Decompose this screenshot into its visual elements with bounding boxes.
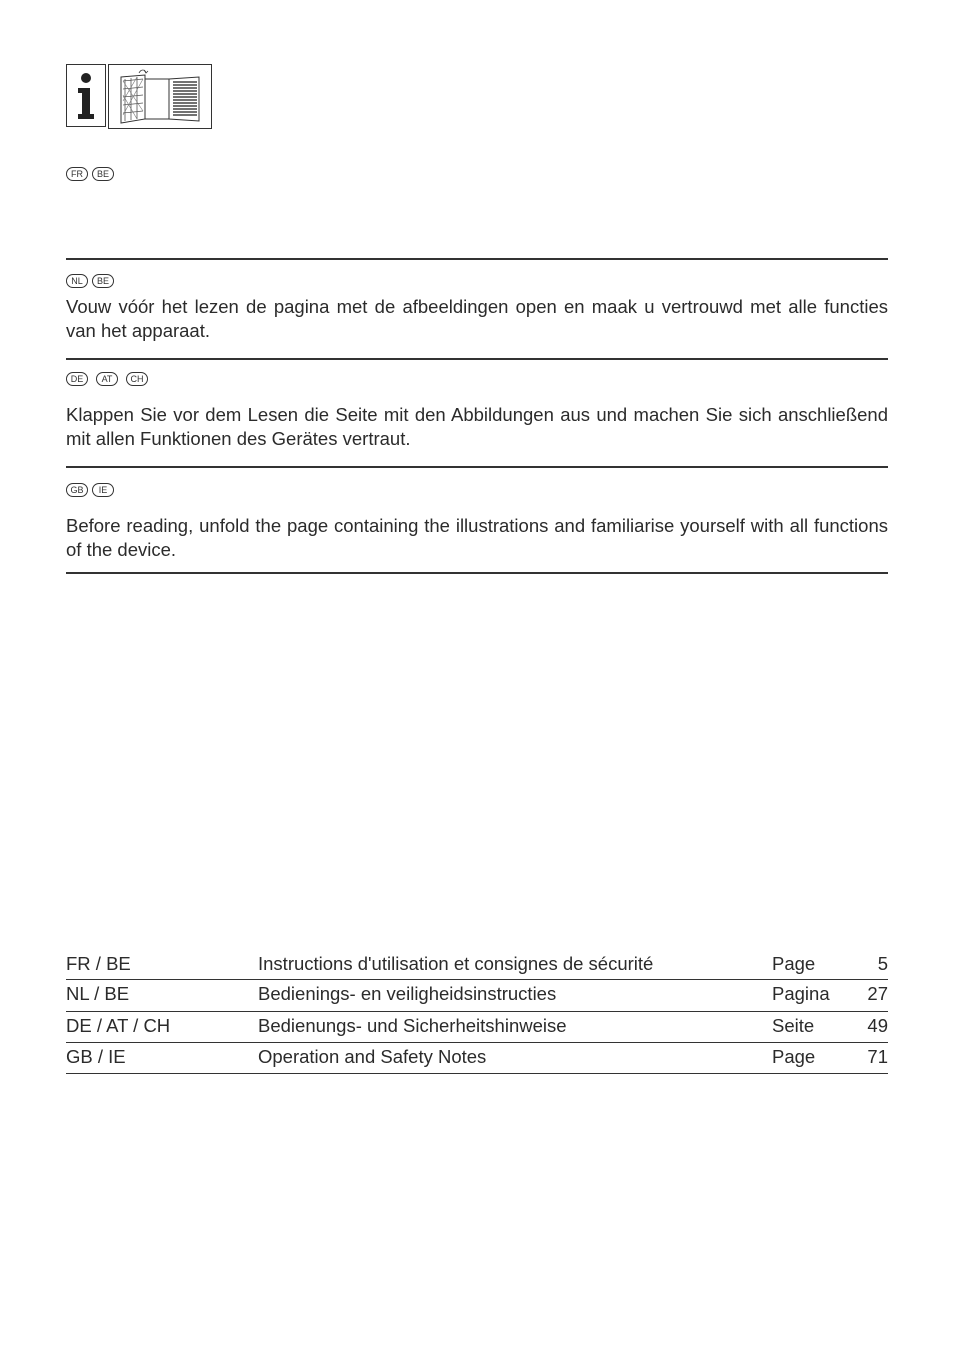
- toc-page-number: 71: [867, 1046, 888, 1067]
- toc-country: FR / BE: [66, 953, 131, 974]
- divider: [66, 572, 888, 574]
- instruction-text-de: Klappen Sie vor dem Lesen die Seite mit den Abbildungen aus und machen Sie sich anschließend mit allen Funktionen des Gerätes vertraut.: [66, 404, 888, 449]
- toc-row[interactable]: [66, 1012, 888, 1043]
- toc-title: Bedienings- en veiligheidsinstructies: [258, 983, 557, 1004]
- toc-row[interactable]: [66, 950, 888, 980]
- country-badge: CH: [126, 372, 148, 386]
- toc-country: DE / AT / CH: [66, 1015, 171, 1036]
- country-badges-gb: [66, 483, 114, 497]
- country-badge: NL: [66, 274, 88, 288]
- country-badges-nl: [66, 274, 114, 288]
- toc-title: Operation and Safety Notes: [258, 1046, 487, 1067]
- country-badges-fr: [66, 167, 114, 181]
- toc-title: Instructions d'utilisation et consignes de sécurité: [258, 953, 654, 974]
- toc-country: NL / BE: [66, 983, 130, 1004]
- country-badge: IE: [92, 483, 114, 497]
- toc-page-word: Page: [772, 953, 816, 974]
- toc-page-word: Seite: [772, 1015, 815, 1036]
- country-badge: GB: [66, 483, 88, 497]
- toc-page-word: Pagina: [772, 983, 830, 1004]
- country-badge: FR: [66, 167, 88, 181]
- country-badge: BE: [92, 274, 114, 288]
- toc-page-number: 5: [877, 953, 888, 974]
- toc-page-word: Page: [772, 1046, 816, 1067]
- country-badge: DE: [66, 372, 88, 386]
- instruction-text-gb: Before reading, unfold the page containing the illustrations and familiarise yourself with all functions of the device.: [66, 515, 888, 560]
- country-badge: AT: [96, 372, 118, 386]
- toc-title: Bedienungs- und Sicherheitshinweise: [258, 1015, 567, 1036]
- divider: [66, 258, 888, 260]
- country-badge: BE: [92, 167, 114, 181]
- divider: [66, 466, 888, 468]
- info-icons: [66, 64, 212, 129]
- country-badges-de: [66, 372, 148, 386]
- toc-page-number: 27: [867, 983, 888, 1004]
- toc-country: GB / IE: [66, 1046, 126, 1067]
- table-of-contents: [66, 950, 888, 1074]
- instruction-text-nl: Vouw vóór het lezen de pagina met de afbeeldingen open en maak u vertrouwd met alle functies van het apparaat.: [66, 296, 888, 341]
- toc-row[interactable]: [66, 1043, 888, 1074]
- info-icon: [66, 64, 106, 127]
- unfold-page-icon: [108, 64, 212, 129]
- toc-page-number: 49: [867, 1015, 888, 1036]
- divider: [66, 358, 888, 360]
- toc-row[interactable]: [66, 980, 888, 1012]
